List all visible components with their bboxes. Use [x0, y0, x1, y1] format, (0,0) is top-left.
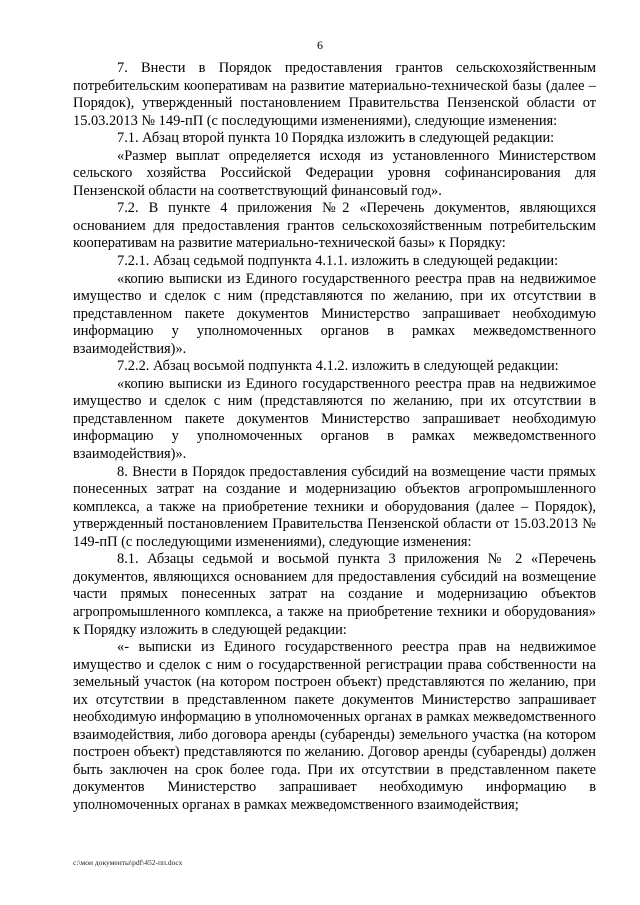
quote-7-2-2: «копию выписки из Единого государственного реестра прав на недвижимое имущество и сделок с ним (представляются по желанию, при их отсутствии в представленном пакете документов Министерство запрашивает необходимую информацию у уполномоченных органов в рамках межведомственного взаимодействия)».: [73, 375, 596, 463]
document-body: [73, 60, 596, 815]
paragraph-7: 7. Внести в Порядок предоставления грантов сельскохозяйственным потребительским кооперативам на развитие материально-технической базы (далее – Порядок), утвержденный постановлением Правительства Пензенской области от 15.03.2013 № 149-пП (с последующими изменениями), следующие изменения:: [73, 60, 596, 129]
paragraph-7-1: 7.1. Абзац второй пункта 10 Порядка изложить в следующей редакции:: [117, 130, 555, 147]
paragraph-7-2: 7.2. В пункте 4 приложения №2 «Перечень документов, являющихся основанием для предоставления грантов сельскохозяйственным потребительским кооперативам на развитие материально-технической базы» к Порядку:: [73, 200, 596, 252]
quote-7-1: «Размер выплат определяется исходя из установленного Министерством сельского хозяйства Российской Федерации уровня софинансирования для Пензенской области на соответствующий финансовый год».: [73, 147, 596, 199]
quote-8-1: «- выписки из Единого государственного реестра прав на недвижимое имущество и сделок с ним о государственной регистрации права собственности на земельный участок (на котором построен объект) представляются по желанию, при их отсутствии в представленном пакете документов Министерство запрашивает необходимую информацию в уполномоченных органах в рамках межведомственного взаимодействия, либо договора аренды (субаренды) земельного участка (на котором построен объект) представляются по желанию. Договор аренды (субаренды) должен быть заключен на срок более года. При их отсутствии в представленном пакете документов Министерство запрашивает необходимую информацию в уполномоченных органах в рамках межведомственного взаимодействия;: [73, 639, 596, 813]
paragraph-7-2-2: 7.2.2. Абзац восьмой подпункта 4.1.2. изложить в следующей редакции:: [117, 358, 559, 375]
paragraph-8: 8. Внести в Порядок предоставления субсидий на возмещение части прямых понесенных затрат на создание и модернизацию объектов агропромышленного комплекса, а также на приобретение техники и оборудования (далее – Порядок), утвержденный постановлением Правительства Пензенской области от 15.03.2013 № 149-пП (с последующими изменениями), следующие изменения:: [73, 463, 596, 550]
footer-file-path: c:\мои документы\pdf\452-пп.docx: [73, 858, 183, 867]
paragraph-7-2-1: 7.2.1. Абзац седьмой подпункта 4.1.1. изложить в следующей редакции:: [117, 253, 559, 270]
page-number: 6: [317, 38, 323, 52]
paragraph-8-1: 8.1. Абзацы седьмой и восьмой пункта 3 приложения № 2 «Перечень документов, являющихся основанием для предоставления субсидий на возмещение части прямых понесенных затрат на создание и модернизацию объектов агропромышленного комплекса, а также на приобретение техники и оборудования» к Порядку изложить в следующей редакции:: [73, 551, 596, 638]
quote-7-2-1: «копию выписки из Единого государственного реестра прав на недвижимое имущество и сделок с ним (представляются по желанию, при их отсутствии в представленном пакете документов Министерство запрашивает необходимую информацию у уполномоченных органов в рамках межведомственного взаимодействия)».: [73, 270, 596, 357]
